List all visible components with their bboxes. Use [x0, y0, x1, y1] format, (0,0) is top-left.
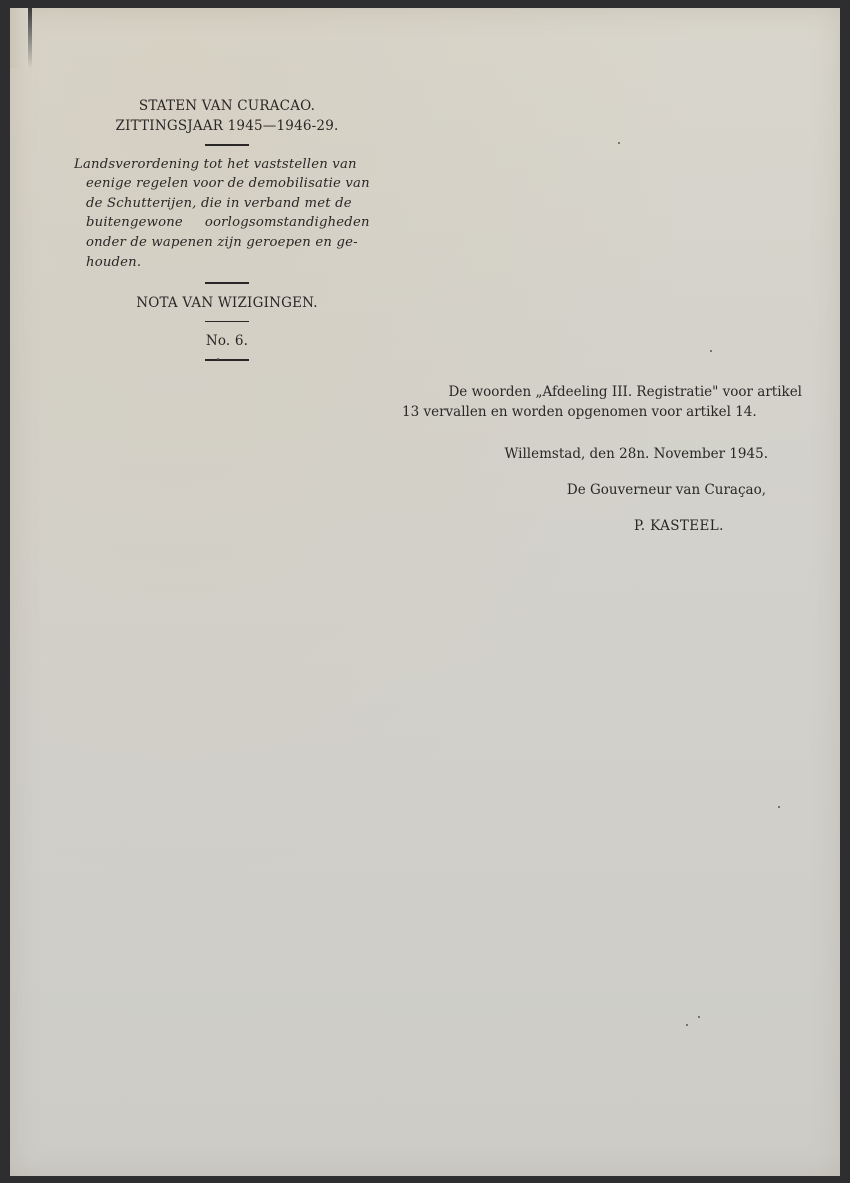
document-heading-block [68, 96, 386, 370]
paper-speck [686, 1024, 688, 1026]
divider-rule [205, 321, 249, 323]
governor-title: De Gouverneur van Curaçao, [566, 482, 766, 498]
paper-speck [778, 806, 780, 808]
amendment-paragraph [402, 382, 802, 422]
paragraph-line-2: 13 vervallen en worden opgenomen voor artikel 14. [402, 404, 757, 420]
signatory-name: P. KASTEEL. [634, 518, 724, 534]
paper-tear [28, 8, 32, 68]
place-and-date: Willemstad, den 28n. November 1945. [504, 446, 768, 462]
title-line: buitengewone oorlogsomstandigheden [86, 215, 370, 231]
paragraph-line-1: De woorden „Afdeeling III. Registratie" voor artikel [448, 384, 802, 400]
subtitle: NOTA VAN WIZIGINGEN. [136, 294, 318, 311]
divider-rule [205, 282, 249, 284]
document-number: No. 6. [205, 333, 249, 350]
title-line: de Schutterijen, die in verband met de [86, 195, 352, 211]
divider-rule [205, 144, 249, 146]
title-line: onder de wapenen zijn geroepen en ge- [86, 234, 358, 250]
title-line: houden. [86, 254, 142, 270]
header-line-1: STATEN VAN CURACAO. [138, 98, 316, 114]
paper-fold [10, 8, 28, 68]
document-page [10, 8, 840, 1176]
document-title [68, 155, 386, 273]
paper-speck [698, 1016, 700, 1018]
paper-speck [618, 142, 620, 144]
header-line-2: ZITTINGSJAAR 1945—1946-29. [115, 118, 339, 134]
paper-speck [217, 358, 219, 360]
title-line: Landsverordening tot het vaststellen van [74, 156, 357, 172]
document-body [402, 382, 802, 534]
paper-speck [710, 350, 712, 352]
divider-rule [205, 359, 249, 361]
title-line: eenige regelen voor de demobilisatie van [86, 176, 370, 192]
